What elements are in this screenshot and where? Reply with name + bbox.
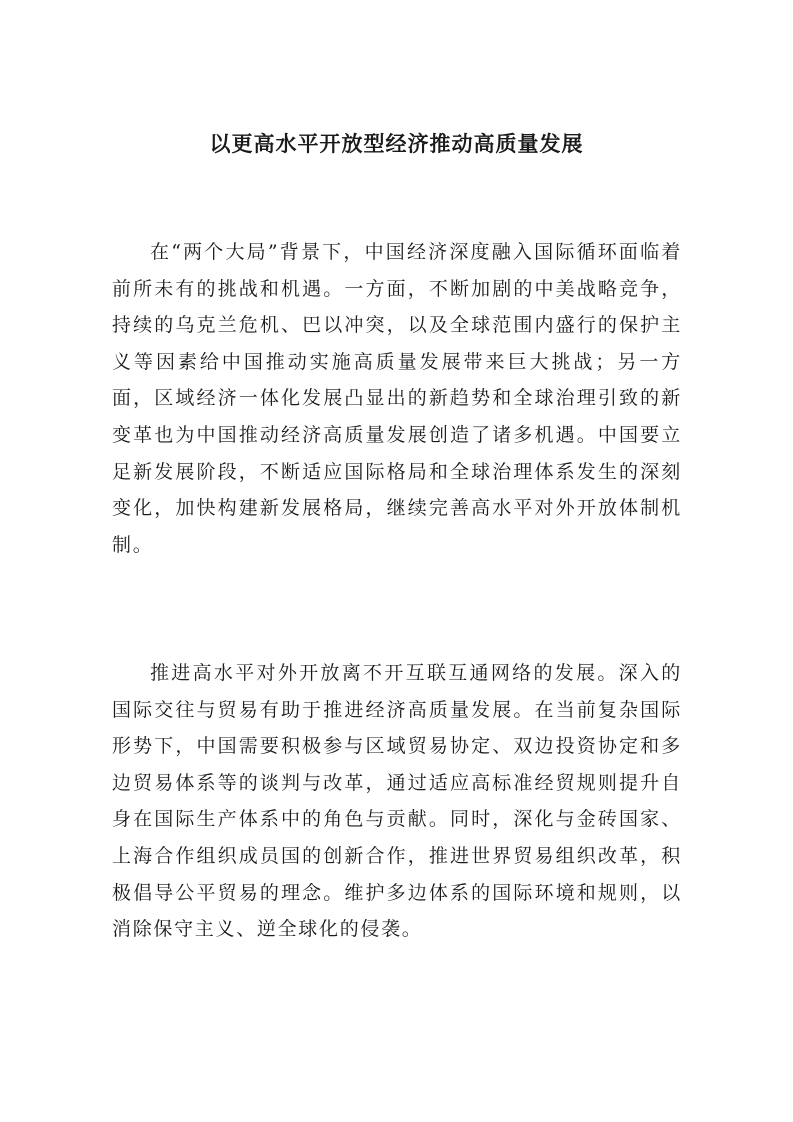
document-title: 以更高水平开放型经济推动高质量发展 (209, 131, 584, 156)
paragraph-2: 推进高水平对外开放离不开互联互通网络的发展。深入的国际交往与贸易有助于推进经济高质量发展。在当前复杂国际形势下，中国需要积极参与区域贸易协定、双边投资协定和多边贸易体系等的谈判与改革，通过适应高标准经贸规则提升自身在国际生产体系中的角色与贡献。同时，深化与金砖国家、上海合作组织成员国的创新合作，推进世界贸易组织改革，积极倡导公平贸易的理念。维护多边体系的国际环境和规则，以消除保守主义、逆全球化的侵袭。 (112, 662, 682, 941)
paragraph-1: 在“两个大局”背景下，中国经济深度融入国际循环面临着前所未有的挑战和机遇。一方面，不断加剧的中美战略竞争，持续的乌克兰危机、巴以冲突，以及全球范围内盛行的保护主义等因素给中国推动实施高质量发展带来巨大挑战；另一方面，区域经济一体化发展凸显出的新趋势和全球治理引致的新变革也为中国推动经济高质量发展创造了诸多机遇。中国要立足新发展阶段，不断适应国际格局和全球治理体系发生的深刻变化，加快构建新发展格局，继续完善高水平对外开放体制机制。 (112, 241, 682, 556)
